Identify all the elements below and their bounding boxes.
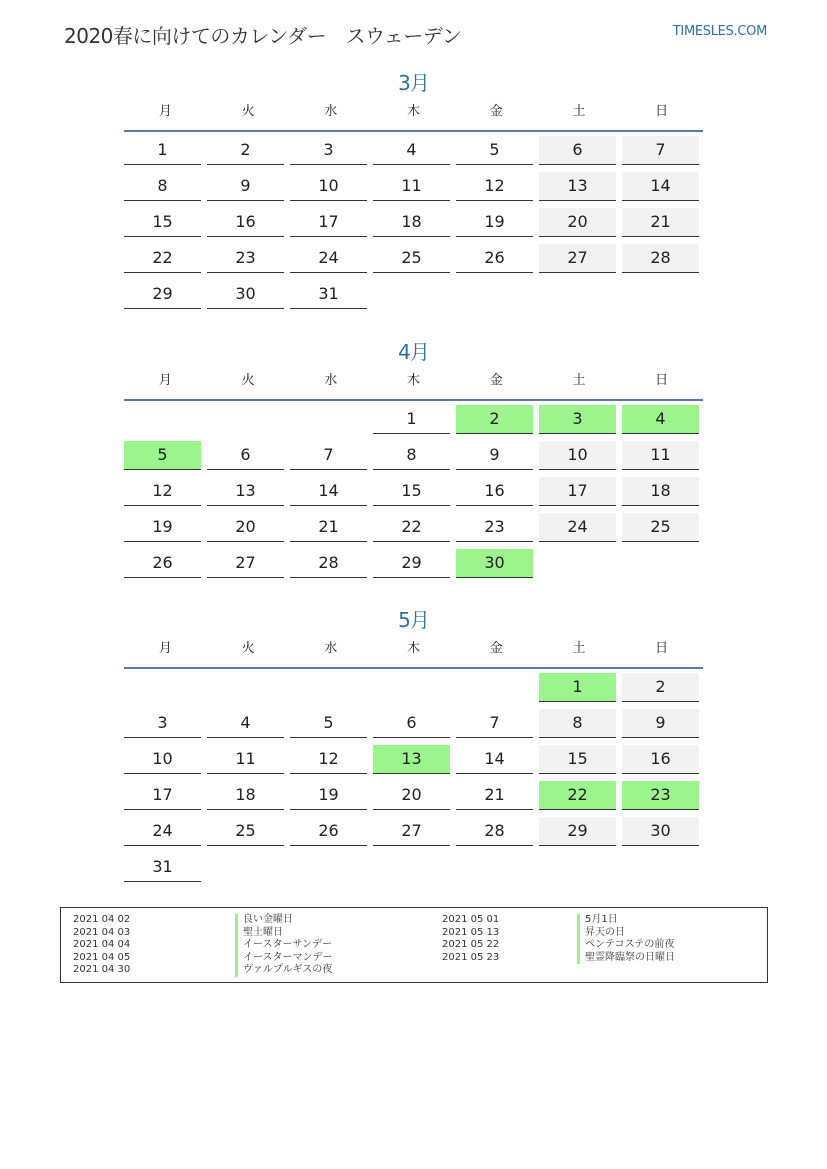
weekday-header [124,367,703,401]
month-block [124,68,703,312]
empty-day-cell [456,280,533,308]
legend-date: 2021 04 03 [73,926,131,938]
day-cell: 30 [456,549,533,578]
day-cell: 21 [290,513,367,542]
weekday-label: 日 [655,104,669,119]
day-cell: 11 [207,745,284,774]
day-cell: 29 [124,280,201,309]
empty-day-cell [290,673,367,701]
day-cell: 21 [456,781,533,810]
weekday-label: 月 [158,641,172,656]
month-title: 3月 [398,71,429,95]
day-cell: 1 [124,136,201,165]
empty-day-cell [290,853,367,881]
day-cell: 9 [456,441,533,470]
day-cell: 2 [622,673,699,702]
site-logo-text[interactable]: TIMESLES.COM [672,24,767,39]
week-row [124,437,703,473]
day-cell: 29 [539,817,616,846]
day-cell: 23 [207,244,284,273]
empty-day-cell [207,853,284,881]
weekday-label: 火 [241,104,255,119]
day-cell: 5 [124,441,201,470]
day-cell: 28 [456,817,533,846]
day-cell: 15 [373,477,450,506]
empty-day-cell [622,280,699,308]
legend-date: 2021 05 23 [442,951,500,963]
day-cell: 9 [207,172,284,201]
week-row [124,132,703,168]
empty-day-cell [539,280,616,308]
weekday-label: 木 [407,373,421,388]
day-cell: 31 [290,280,367,309]
week-row [124,669,703,705]
legend-right-dates [442,914,499,964]
weekday-label: 月 [158,104,172,119]
day-cell: 19 [456,208,533,237]
week-row [124,777,703,813]
weekday-label: 火 [241,641,255,656]
day-cell: 10 [290,172,367,201]
week-row [124,276,703,312]
day-cell: 22 [539,781,616,810]
weekday-header [124,98,703,132]
month-title: 4月 [398,340,429,364]
day-cell: 26 [290,817,367,846]
day-cell: 12 [290,745,367,774]
day-cell: 7 [622,136,699,165]
weekday-label: 水 [324,104,338,119]
day-cell: 23 [456,513,533,542]
day-cell: 13 [539,172,616,201]
week-row [124,705,703,741]
legend-date: 2021 05 13 [442,926,500,938]
week-row [124,545,703,581]
month-block [124,337,703,581]
empty-day-cell [539,549,616,577]
weekday-label: 土 [572,641,586,656]
empty-day-cell [456,853,533,881]
week-row [124,741,703,777]
empty-day-cell [290,405,367,433]
day-cell: 24 [124,817,201,846]
day-cell: 17 [290,208,367,237]
day-cell: 10 [124,745,201,774]
day-cell: 12 [124,477,201,506]
day-cell: 4 [207,709,284,738]
day-cell: 1 [539,673,616,702]
day-cell: 30 [207,280,284,309]
legend-holiday-name: ペンテコステの前夜 [577,939,675,952]
day-cell: 15 [539,745,616,774]
day-cell: 25 [207,817,284,846]
day-cell: 30 [622,817,699,846]
legend-holiday-name: イースターマンデー [235,952,333,965]
day-cell: 17 [124,781,201,810]
day-cell: 16 [622,745,699,774]
day-cell: 4 [622,405,699,434]
week-row [124,509,703,545]
empty-day-cell [207,673,284,701]
day-cell: 22 [373,513,450,542]
day-cell: 13 [373,745,450,774]
day-cell: 20 [539,208,616,237]
day-cell: 3 [539,405,616,434]
day-cell: 16 [207,208,284,237]
week-row [124,849,703,885]
legend-right-names [577,914,675,964]
weekday-label: 土 [572,373,586,388]
weekday-label: 日 [655,641,669,656]
weekday-label: 日 [655,373,669,388]
day-cell: 28 [290,549,367,578]
legend-holiday-name: イースターサンデー [235,939,333,952]
legend-holiday-name: 5月1日 [577,914,675,927]
day-cell: 19 [290,781,367,810]
day-cell: 27 [539,244,616,273]
day-cell: 29 [373,549,450,578]
week-row [124,240,703,276]
empty-day-cell [622,853,699,881]
empty-day-cell [373,280,450,308]
weekday-label: 水 [324,373,338,388]
day-cell: 6 [207,441,284,470]
day-cell: 8 [539,709,616,738]
empty-day-cell [207,405,284,433]
legend-date: 2021 04 02 [73,914,131,925]
day-cell: 8 [124,172,201,201]
weekday-label: 月 [158,373,172,388]
weekday-label: 木 [407,104,421,119]
day-cell: 14 [290,477,367,506]
day-cell: 24 [539,513,616,542]
day-cell: 19 [124,513,201,542]
day-cell: 10 [539,441,616,470]
weekday-label: 火 [241,373,255,388]
day-cell: 27 [207,549,284,578]
day-cell: 20 [373,781,450,810]
day-cell: 12 [456,172,533,201]
legend-holiday-name: 良い金曜日 [235,914,333,927]
day-cell: 7 [290,441,367,470]
day-cell: 3 [124,709,201,738]
legend-holiday-name: ヴァルプルギスの夜 [235,964,333,977]
day-cell: 21 [622,208,699,237]
weekday-label: 木 [407,641,421,656]
day-cell: 14 [456,745,533,774]
day-cell: 28 [622,244,699,273]
day-cell: 15 [124,208,201,237]
legend-holiday-name: 聖霊降臨祭の日曜日 [577,952,675,965]
day-cell: 17 [539,477,616,506]
day-cell: 26 [124,549,201,578]
day-cell: 11 [373,172,450,201]
week-row [124,473,703,509]
empty-day-cell [373,673,450,701]
day-cell: 1 [373,405,450,434]
page-title: 2020春に向けてのカレンダー スウェーデン [64,24,462,48]
empty-day-cell [622,549,699,577]
day-cell: 6 [373,709,450,738]
legend-date: 2021 04 04 [73,939,131,950]
empty-day-cell [124,405,201,433]
day-cell: 4 [373,136,450,165]
legend-date: 2021 04 30 [73,964,131,975]
day-cell: 26 [456,244,533,273]
day-cell: 9 [622,709,699,738]
empty-day-cell [124,673,201,701]
holiday-legend [60,907,768,983]
day-cell: 11 [622,441,699,470]
day-cell: 5 [290,709,367,738]
day-cell: 7 [456,709,533,738]
empty-day-cell [539,853,616,881]
legend-left-dates [73,914,130,977]
empty-day-cell [456,673,533,701]
day-cell: 5 [456,136,533,165]
day-cell: 25 [622,513,699,542]
day-cell: 18 [373,208,450,237]
day-cell: 8 [373,441,450,470]
day-cell: 27 [373,817,450,846]
month-title: 5月 [398,608,429,632]
legend-date: 2021 04 05 [73,951,131,963]
weekday-label: 金 [489,104,503,119]
legend-date: 2021 05 01 [442,914,500,925]
day-cell: 24 [290,244,367,273]
day-cell: 23 [622,781,699,810]
weekday-label: 金 [489,641,503,656]
day-cell: 2 [207,136,284,165]
empty-day-cell [373,853,450,881]
week-row [124,401,703,437]
day-cell: 25 [373,244,450,273]
day-cell: 3 [290,136,367,165]
weekday-header [124,635,703,669]
day-cell: 13 [207,477,284,506]
day-cell: 31 [124,853,201,882]
legend-date: 2021 05 22 [442,939,500,950]
day-cell: 20 [207,513,284,542]
weekday-label: 土 [572,104,586,119]
legend-holiday-name: 昇天の日 [577,927,675,940]
day-cell: 16 [456,477,533,506]
week-row [124,813,703,849]
day-cell: 18 [207,781,284,810]
day-cell: 14 [622,172,699,201]
day-cell: 22 [124,244,201,273]
day-cell: 6 [539,136,616,165]
month-block [124,605,703,885]
day-cell: 2 [456,405,533,434]
week-row [124,168,703,204]
weekday-label: 金 [489,373,503,388]
legend-holiday-name: 聖土曜日 [235,927,333,940]
legend-left-names [235,914,333,977]
weekday-label: 水 [324,641,338,656]
week-row [124,204,703,240]
day-cell: 18 [622,477,699,506]
